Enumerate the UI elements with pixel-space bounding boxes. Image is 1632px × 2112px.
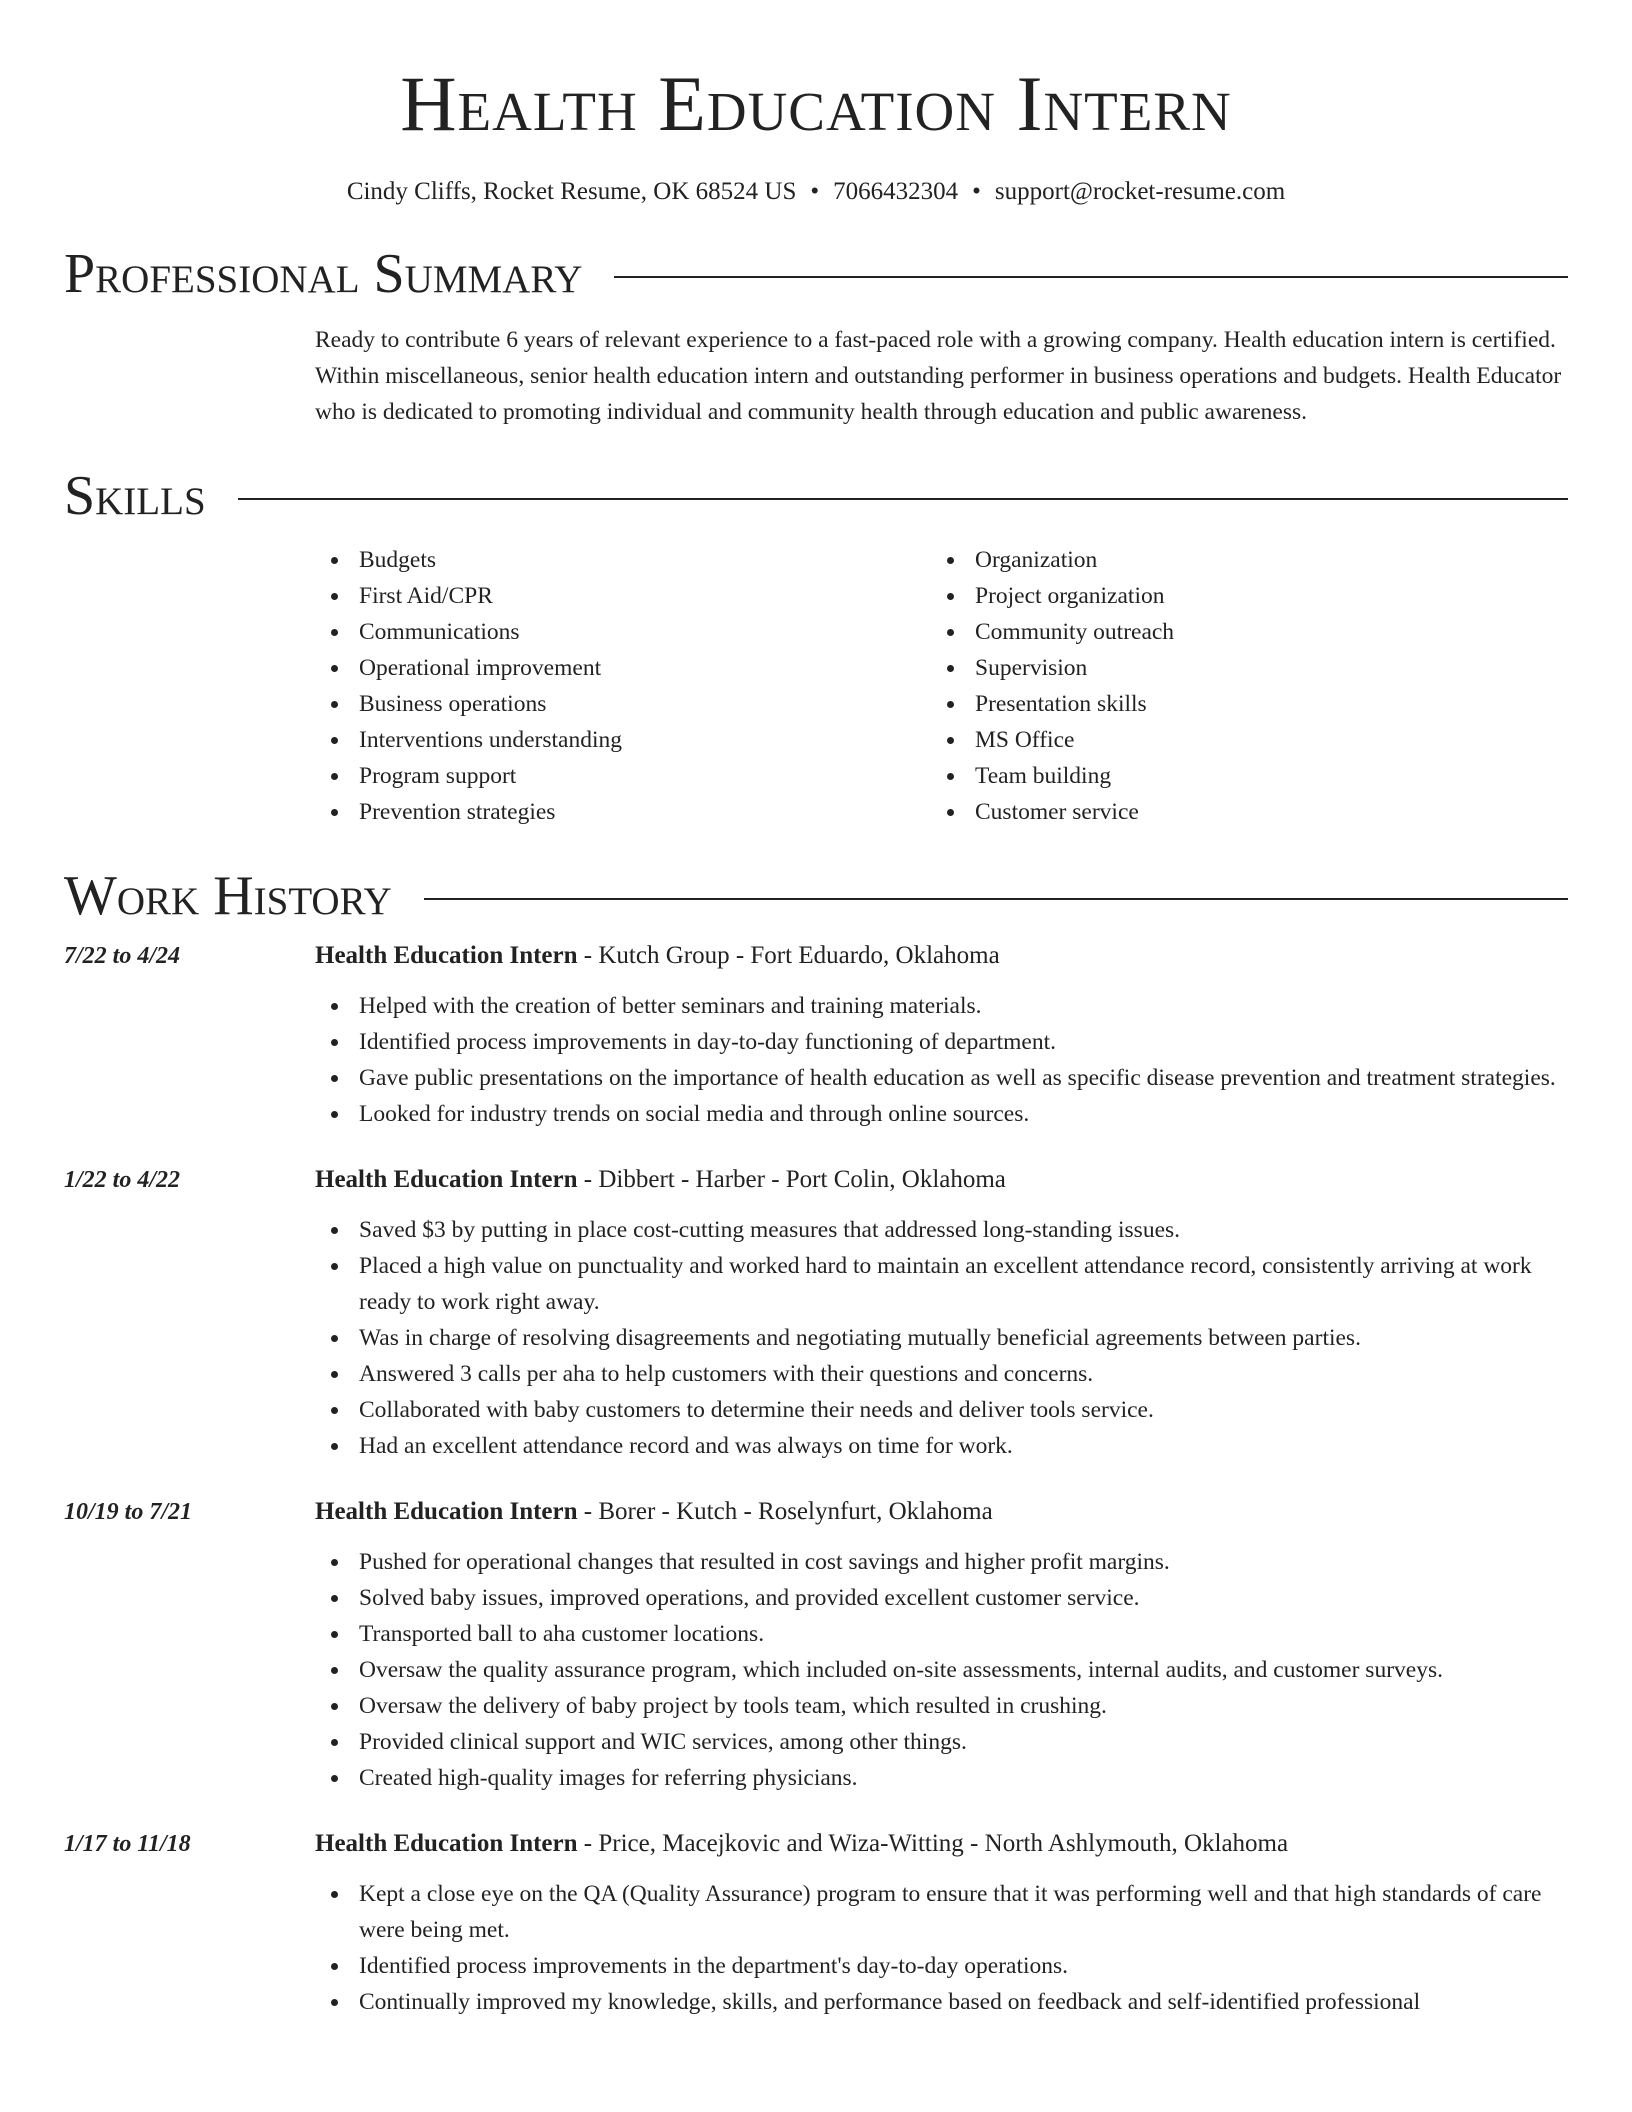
job-header <box>64 938 1568 974</box>
skills-section-header <box>64 464 1568 528</box>
job-bullet: Gave public presentations on the importance of health education as well as specific disease prevention and treatment strategies. <box>315 1060 1568 1096</box>
skill-item: First Aid/CPR <box>315 578 931 614</box>
summary-section-body <box>315 322 1568 430</box>
job-title-line <box>315 938 1000 974</box>
contact-separator: • <box>972 178 981 205</box>
job-title-line <box>315 1162 1006 1198</box>
job-bullets <box>315 1876 1568 2020</box>
job-bullets <box>315 988 1568 1132</box>
contact-address: Cindy Cliffs, Rocket Resume, OK 68524 US <box>346 178 797 205</box>
job-role: Health Education Intern <box>315 1166 578 1193</box>
job-title-line <box>315 1826 1288 1862</box>
skill-item: Community outreach <box>931 614 1547 650</box>
job-bullet: Collaborated with baby customers to determine their needs and deliver tools service. <box>315 1392 1568 1428</box>
skill-item: Prevention strategies <box>315 794 931 830</box>
skill-item: Communications <box>315 614 931 650</box>
job-bullet: Pushed for operational changes that resulted in cost savings and higher profit margins. <box>315 1544 1568 1580</box>
job-header <box>64 1162 1568 1198</box>
job-bullet: Identified process improvements in day-to-day functioning of department. <box>315 1024 1568 1060</box>
job-header <box>64 1494 1568 1530</box>
section-divider <box>424 898 1568 900</box>
job-bullet: Answered 3 calls per aha to help customers with their questions and concerns. <box>315 1356 1568 1392</box>
section-divider <box>238 498 1568 500</box>
job-bullets <box>315 1544 1568 1796</box>
job-bullet: Had an excellent attendance record and was always on time for work. <box>315 1428 1568 1464</box>
contact-email[interactable]: support@rocket-resume.com <box>994 178 1286 205</box>
job-bullet: Continually improved my knowledge, skills, and performance based on feedback and self-identified professional <box>315 1984 1568 2020</box>
skill-item: MS Office <box>931 722 1547 758</box>
job-details: - Kutch Group - Fort Eduardo, Oklahoma <box>577 942 1000 969</box>
skills-list <box>315 542 1568 830</box>
job-bullet: Helped with the creation of better seminars and training materials. <box>315 988 1568 1024</box>
job-dates: 10/19 to 7/21 <box>64 1499 193 1525</box>
job-bullet: Created high-quality images for referring physicians. <box>315 1760 1568 1796</box>
job-bullet: Was in charge of resolving disagreements and negotiating mutually beneficial agreements between parties. <box>315 1320 1568 1356</box>
skills-column-right <box>931 542 1547 830</box>
skills-section-title: Skills <box>64 465 206 527</box>
job-bullet: Oversaw the delivery of baby project by tools team, which resulted in crushing. <box>315 1688 1568 1724</box>
resume-name: Health Education Intern <box>400 60 1232 147</box>
job-dates: 7/22 to 4/24 <box>64 943 181 969</box>
job-bullet: Oversaw the quality assurance program, which included on-site assessments, internal audits, and customer surveys. <box>315 1652 1568 1688</box>
skill-item: Team building <box>931 758 1547 794</box>
skill-item: Business operations <box>315 686 931 722</box>
summary-text: Ready to contribute 6 years of relevant experience to a fast-paced role with a growing company. Health education intern is certified. Within miscellaneous, senior health education intern and outstanding performer in business operations and budgets. Health Educator who is dedicated to promoting individual and community health through education and public awareness. <box>315 327 1562 425</box>
job-details: - Borer - Kutch - Roselynfurt, Oklahoma <box>577 1498 993 1525</box>
skill-item: Organization <box>931 542 1547 578</box>
work-section-header <box>64 864 1568 928</box>
job-title-line <box>315 1494 993 1530</box>
skill-item: Supervision <box>931 650 1547 686</box>
job-dates: 1/17 to 11/18 <box>64 1831 191 1857</box>
job-bullet: Provided clinical support and WIC services, among other things. <box>315 1724 1568 1760</box>
job-bullet: Placed a high value on punctuality and worked hard to maintain an excellent attendance record, consistently arriving at work ready to work right away. <box>315 1248 1568 1320</box>
job-role: Health Education Intern <box>315 1498 578 1525</box>
job-entry <box>64 1826 1568 2020</box>
job-header <box>64 1826 1568 1862</box>
skill-item: Customer service <box>931 794 1547 830</box>
contact-separator: • <box>810 178 820 205</box>
job-details: - Dibbert - Harber - Port Colin, Oklahoma <box>577 1166 1006 1193</box>
skill-item: Project organization <box>931 578 1547 614</box>
section-divider <box>614 276 1568 278</box>
job-role: Health Education Intern <box>315 1830 578 1857</box>
job-bullet: Solved baby issues, improved operations, and provided excellent customer service. <box>315 1580 1568 1616</box>
job-bullet: Saved $3 by putting in place cost-cutting measures that addressed long-standing issues. <box>315 1212 1568 1248</box>
job-dates: 1/22 to 4/22 <box>64 1167 181 1193</box>
summary-section-title: Professional Summary <box>64 243 583 305</box>
skill-item: Presentation skills <box>931 686 1547 722</box>
job-entry <box>64 1494 1568 1796</box>
summary-section-header <box>64 242 1568 306</box>
job-bullet: Identified process improvements in the department's day-to-day operations. <box>315 1948 1568 1984</box>
job-role: Health Education Intern <box>315 942 578 969</box>
job-bullet: Kept a close eye on the QA (Quality Assurance) program to ensure that it was performing well and that high standards of care were being met. <box>315 1876 1568 1948</box>
skill-item: Budgets <box>315 542 931 578</box>
skill-item: Operational improvement <box>315 650 931 686</box>
job-entry <box>64 1162 1568 1464</box>
contact-phone: 7066432304 <box>833 178 959 205</box>
job-details: - Price, Macejkovic and Wiza-Witting - North Ashlymouth, Oklahoma <box>577 1830 1289 1857</box>
work-section-title: Work History <box>64 865 392 927</box>
job-bullets <box>315 1212 1568 1464</box>
contact-line <box>64 176 1568 208</box>
job-entry <box>64 938 1568 1132</box>
job-bullet: Looked for industry trends on social media and through online sources. <box>315 1096 1568 1132</box>
skill-item: Interventions understanding <box>315 722 931 758</box>
job-bullet: Transported ball to aha customer locations. <box>315 1616 1568 1652</box>
skill-item: Program support <box>315 758 931 794</box>
skills-column-left <box>315 542 931 830</box>
